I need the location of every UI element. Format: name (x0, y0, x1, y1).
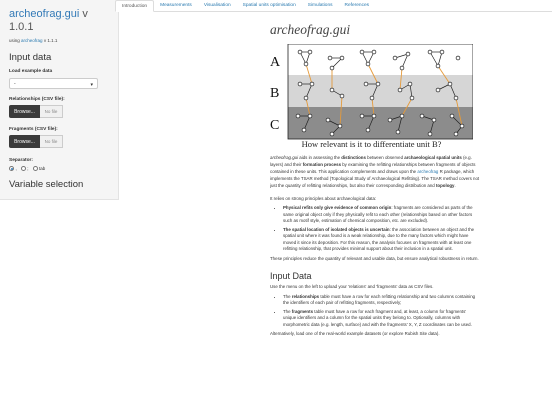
fragments-file-input (9, 135, 109, 148)
item-text: The (283, 308, 292, 314)
principle-title: Physical refits only give evidence of common origin (283, 205, 392, 211)
page-title: archeofrag.gui (270, 22, 351, 37)
fragment-node (454, 132, 458, 136)
app-title (9, 8, 109, 34)
separator-radio-tab[interactable] (33, 166, 46, 171)
spatial-units-figure (270, 44, 473, 177)
fragment-node (308, 50, 312, 54)
fragment-node (296, 114, 300, 118)
fragment-node (436, 88, 440, 92)
radio-unselected-icon (33, 166, 38, 171)
intro-text: between observed (365, 155, 405, 160)
fragment-node (310, 82, 314, 86)
fragment-node (372, 50, 376, 54)
fragment-node (436, 64, 440, 68)
input-data-paragraph: Use the menu on the left to upload your 'relations' and 'fragments' data as CSV files. (270, 283, 434, 289)
fragment-node (304, 96, 308, 100)
fragments-file-name: No file (40, 135, 63, 148)
tab-bar (115, 0, 552, 12)
fragment-node (420, 114, 424, 118)
fragment-node (454, 96, 458, 100)
fragment-node (450, 114, 454, 118)
tab-spatial-units-optimisation[interactable]: Spatial units optimisation (242, 3, 296, 8)
archeofrag-link[interactable]: archeofrag (21, 38, 43, 43)
fragment-node (456, 56, 460, 60)
fragments-label: Fragments (CSV file): (9, 127, 58, 132)
intro-app-name: archeofrag.gui (270, 155, 299, 160)
figure-caption: How relevant is it to differentiate unit B? (301, 139, 442, 149)
fragment-node (388, 118, 392, 122)
fragment-node (330, 132, 334, 136)
variable-selection-heading: Variable selection (9, 179, 84, 190)
row-b-band (288, 75, 473, 107)
fragment-node (366, 62, 370, 66)
fragment-node (340, 94, 344, 98)
principle-title: The spatial location of isolated objects is uncertain (283, 226, 390, 232)
intro-text: (e.g. layers) and their (270, 155, 472, 167)
fragment-node (326, 118, 330, 122)
fragment-node (400, 66, 404, 70)
input-data-list (270, 294, 480, 329)
fragment-node (428, 50, 432, 54)
list-item (283, 294, 480, 307)
fragment-node (370, 96, 374, 100)
radio-label: tab (39, 166, 46, 171)
fragment-node (328, 56, 332, 60)
app-version: v 1.0.1 (9, 8, 88, 33)
item-text: table must have a row for each refitting relationship and two columns containing the identifiers of each pair of refitting fragments, respectively; (283, 293, 476, 306)
intro-bold: topology (435, 182, 455, 188)
intro-text: by examining the refitting relationships between fragments of objects contained in these units. This application complements and draws upon the (270, 161, 476, 174)
row-a-band (288, 44, 473, 75)
tab-introduction[interactable]: Introduction (115, 0, 154, 12)
row-label-a: A (270, 55, 281, 70)
fragment-node (372, 114, 376, 118)
using-version: v 1.1.1 (43, 38, 58, 43)
fragment-node (366, 128, 370, 132)
app-name: archeofrag.gui (9, 8, 80, 20)
relationships-label: Relationships (CSV file): (9, 97, 65, 102)
separator-label: Separator: (9, 158, 33, 163)
load-example-select[interactable] (9, 78, 98, 89)
list-item (283, 227, 480, 253)
relationships-browse-button[interactable]: Browse... (9, 105, 40, 118)
refit-network-diagram (270, 44, 473, 177)
fragment-node (448, 82, 452, 86)
radio-unselected-icon (21, 166, 29, 171)
sidebar-panel (0, 0, 119, 200)
using-prefix: using (9, 38, 20, 43)
fragment-node (340, 56, 344, 60)
fragment-node (408, 82, 412, 86)
item-text: The (283, 293, 292, 299)
fragment-node (298, 50, 302, 54)
row-label-b: B (270, 86, 280, 101)
fragment-node (398, 88, 402, 92)
row-c-band (288, 107, 473, 139)
separator-radio-semicolon[interactable] (21, 166, 29, 171)
separator-radio-comma[interactable] (9, 166, 17, 171)
input-data-section-heading: Input Data (270, 270, 312, 281)
archeofrag-package-link[interactable]: archeofrag (417, 168, 439, 174)
fragment-node (460, 124, 464, 128)
fragment-node (308, 114, 312, 118)
intro-bold: formation process (302, 161, 342, 167)
main-content (270, 12, 480, 417)
fragment-node (360, 50, 364, 54)
relationships-file-name: No file (40, 105, 63, 118)
intro-text: . (454, 182, 456, 188)
list-item (283, 205, 480, 225)
fragment-node (432, 118, 436, 122)
fragment-node (406, 52, 410, 56)
fragments-browse-button[interactable]: Browse... (9, 135, 40, 148)
using-line (9, 38, 109, 43)
fragment-node (364, 82, 368, 86)
row-label-c: C (270, 118, 280, 133)
principle-text: : fragments are considered as parts of the same original object only if they physically refit to each other (relationships based on other factors such as motif style, estimation of chemical composition, etc. are excluded). (283, 205, 473, 224)
list-item (283, 309, 480, 329)
separator-radio-group (9, 166, 109, 171)
item-bold: relationships (291, 293, 320, 299)
principles-intro: It relies on strong principles about archaeological data: (270, 195, 377, 201)
tab-simulations[interactable]: Simulations (307, 3, 333, 8)
fragment-node (393, 56, 397, 60)
radio-label: , (15, 166, 17, 171)
fragment-node (400, 114, 404, 118)
principles-conclusion: These principles reduce the quantity of relevant and usable data, but ensure analytical robustness in return. (270, 255, 479, 261)
intro-text: aids in assessing the (298, 155, 342, 160)
fragment-node (410, 96, 414, 100)
caret-down-icon: ▾ (90, 82, 93, 88)
radio-label: ; (27, 166, 29, 171)
fragment-node (376, 82, 380, 86)
intro-text: R package, which implements the TSAR method (Topological Study of Archaeological Refitting). The TSAR method covers not just the quantity of refitting relationships, but also their corresponding distribution and (270, 168, 480, 188)
radio-selected-icon (9, 166, 14, 171)
fragment-node (428, 132, 432, 136)
fragment-node (298, 82, 302, 86)
fragment-node (338, 124, 342, 128)
intro-bold: distinctions (341, 155, 366, 160)
tab-visualisation[interactable]: Visualisation (203, 3, 231, 8)
load-example-label: Load example data (9, 69, 53, 74)
tab-references[interactable]: References (344, 3, 370, 8)
fragment-node (440, 50, 444, 54)
principle-text: : the association between an object and the spatial unit where it was found is a weak relationship, due to the many factors which might have moved it since its deposition. For this reason, the analysis focuses on fragments with at least one refitting relationship, that provides minimal support about their inclusion in a spatial unit. (283, 226, 475, 252)
fragment-node (360, 114, 364, 118)
tab-measurements[interactable]: Measurements (160, 3, 192, 8)
intro-bold: archaeological spatial units (404, 155, 462, 160)
fragment-node (304, 62, 308, 66)
fragment-node (330, 88, 334, 92)
load-example-value: - (14, 81, 16, 87)
relationships-file-input (9, 105, 109, 118)
item-text: table must have a row for each fragment and, at least, a column for fragments' unique identifiers and a column for the spatial units they belong to. Optionally, columns with morphometric data (e.g. length, surface) and with the fragments' X, Y, Z coordinates can be used. (283, 308, 472, 327)
example-data-paragraph: Alternatively, load one of the real-world example datasets (or explore Rubish Site data). (270, 331, 440, 337)
item-bold: fragments (291, 308, 314, 314)
fragment-node (396, 130, 400, 134)
principles-list (270, 205, 480, 253)
input-data-heading: Input data (9, 52, 52, 63)
fragment-node (302, 128, 306, 132)
fragment-node (330, 66, 334, 70)
